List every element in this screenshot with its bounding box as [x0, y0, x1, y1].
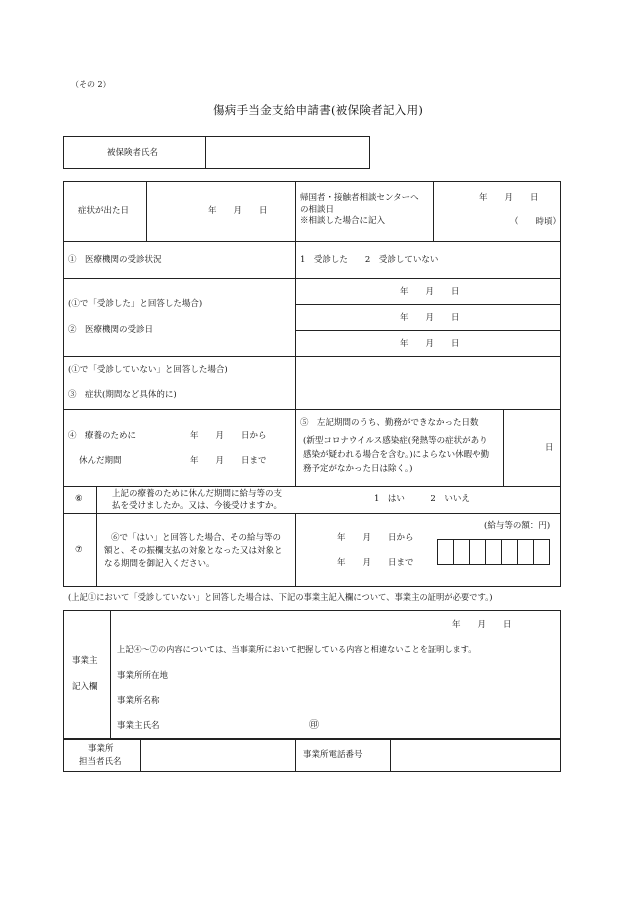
q7-text-1: ⑥で「はい」と回答した場合、その給与等の	[111, 533, 282, 543]
q2-date-field-3[interactable]: 年 月 日	[400, 339, 460, 349]
q2-date-field-2[interactable]: 年 月 日	[400, 313, 460, 323]
office-phone-label: 事業所電話番号	[303, 750, 363, 760]
amount-digit-box[interactable]	[453, 539, 470, 565]
amount-digit-box[interactable]	[501, 539, 518, 565]
amount-digit-box[interactable]	[485, 539, 502, 565]
contact-person-label-2: 担当者氏名	[79, 757, 122, 767]
q7-text-2: 額と、その振欄支払の対象となった又は対象と	[104, 546, 283, 556]
q2-condition: (①で「受診した」と回答した場合)	[68, 299, 203, 309]
center-consult-time-field[interactable]: （ 時頃）	[510, 217, 562, 227]
q3-symptom-field[interactable]	[297, 358, 559, 407]
center-consult-label-2: の相談日	[300, 205, 335, 215]
contact-person-label-1: 事業所	[88, 744, 114, 754]
q1-label: ① 医療機関の受診状況	[68, 255, 162, 265]
form-title: 傷病手当金支給申請書(被保険者記入用)	[213, 103, 424, 117]
q6-options[interactable]: 1 はい 2 いいえ	[374, 494, 470, 504]
q5-days-field[interactable]	[505, 411, 541, 484]
office-address-label: 事業所所在地	[117, 671, 169, 681]
q2-label: ② 医療機関の受診日	[68, 325, 154, 335]
q5-note-1: (新型コロナウイルス感染症(発熱等の症状があり	[303, 436, 488, 446]
q4-from-field[interactable]: 年 月 日から	[190, 431, 267, 441]
q2-date-field-1[interactable]: 年 月 日	[400, 287, 460, 297]
q4-label-1: ④ 療養のために	[68, 431, 137, 441]
employer-label-2: 記入欄	[72, 682, 98, 692]
insured-name-field[interactable]	[207, 137, 368, 168]
q7-number: ⑦	[75, 545, 83, 555]
owner-name-label: 事業主氏名	[117, 721, 160, 731]
office-phone-field[interactable]	[392, 741, 559, 770]
q7-to-field[interactable]: 年 月 日まで	[337, 558, 414, 568]
amount-digit-box[interactable]	[533, 539, 550, 565]
q5-label: ⑤ 左記期間のうち、勤務ができなかった日数	[300, 418, 479, 428]
center-consult-note: ※相談した場合に記入	[300, 216, 386, 226]
seal-mark: ㊞	[309, 720, 319, 731]
q1-options[interactable]: 1 受診した 2 受診していない	[300, 255, 439, 265]
q7-from-field[interactable]: 年 月 日から	[337, 533, 414, 543]
q7-amount-label: (給与等の額：円)	[484, 521, 551, 531]
q6-text-2: 払を受けましたか。又は、今後受けますか。	[112, 501, 283, 511]
symptom-date-field[interactable]: 年 月 日	[208, 206, 268, 216]
page-label: （その 2）	[71, 80, 111, 89]
q6-text-1: 上記の療養のために休んだ期間に給与等の支	[112, 489, 283, 499]
amount-digit-box[interactable]	[517, 539, 534, 565]
employer-date-field[interactable]: 年 月 日	[452, 620, 512, 630]
q3-condition: (①で「受診していない」と回答した場合)	[68, 365, 228, 375]
q4-label-2: 休んだ期間	[79, 456, 122, 466]
insured-name-label: 被保険者氏名	[107, 148, 159, 158]
q4-to-field[interactable]: 年 月 日まで	[190, 456, 267, 466]
q5-days-unit: 日	[545, 443, 554, 453]
q7-text-3: なる期間を御記入ください。	[104, 559, 215, 569]
employer-certification-notice: (上記①において「受診していない」と回答した場合は、下記の事業主記入欄について、事業主の証明が必要です。)	[68, 592, 493, 602]
q3-label: ③ 症状(期間など具体的に)	[68, 390, 177, 400]
amount-digit-box[interactable]	[469, 539, 486, 565]
center-consult-date-field[interactable]: 年 月 日	[479, 193, 539, 203]
q5-note-3: 務予定がなかった日は除く。)	[303, 464, 413, 474]
contact-person-field[interactable]	[142, 741, 293, 770]
employer-label-1: 事業主	[72, 656, 98, 666]
amount-digit-box[interactable]	[437, 539, 454, 565]
center-consult-label-1: 帰国者・接触者相談センターへ	[300, 193, 419, 203]
employer-statement: 上記④～⑦の内容については、当事業所において把握している内容と相違ないことを証明します。	[117, 644, 477, 654]
q5-note-2: 感染が疑われる場合を含む。)によらない休暇や勤	[303, 450, 490, 460]
q6-number: ⑥	[75, 494, 83, 504]
symptom-date-label: 症状が出た日	[78, 206, 130, 216]
office-name-label: 事業所名称	[117, 696, 160, 706]
